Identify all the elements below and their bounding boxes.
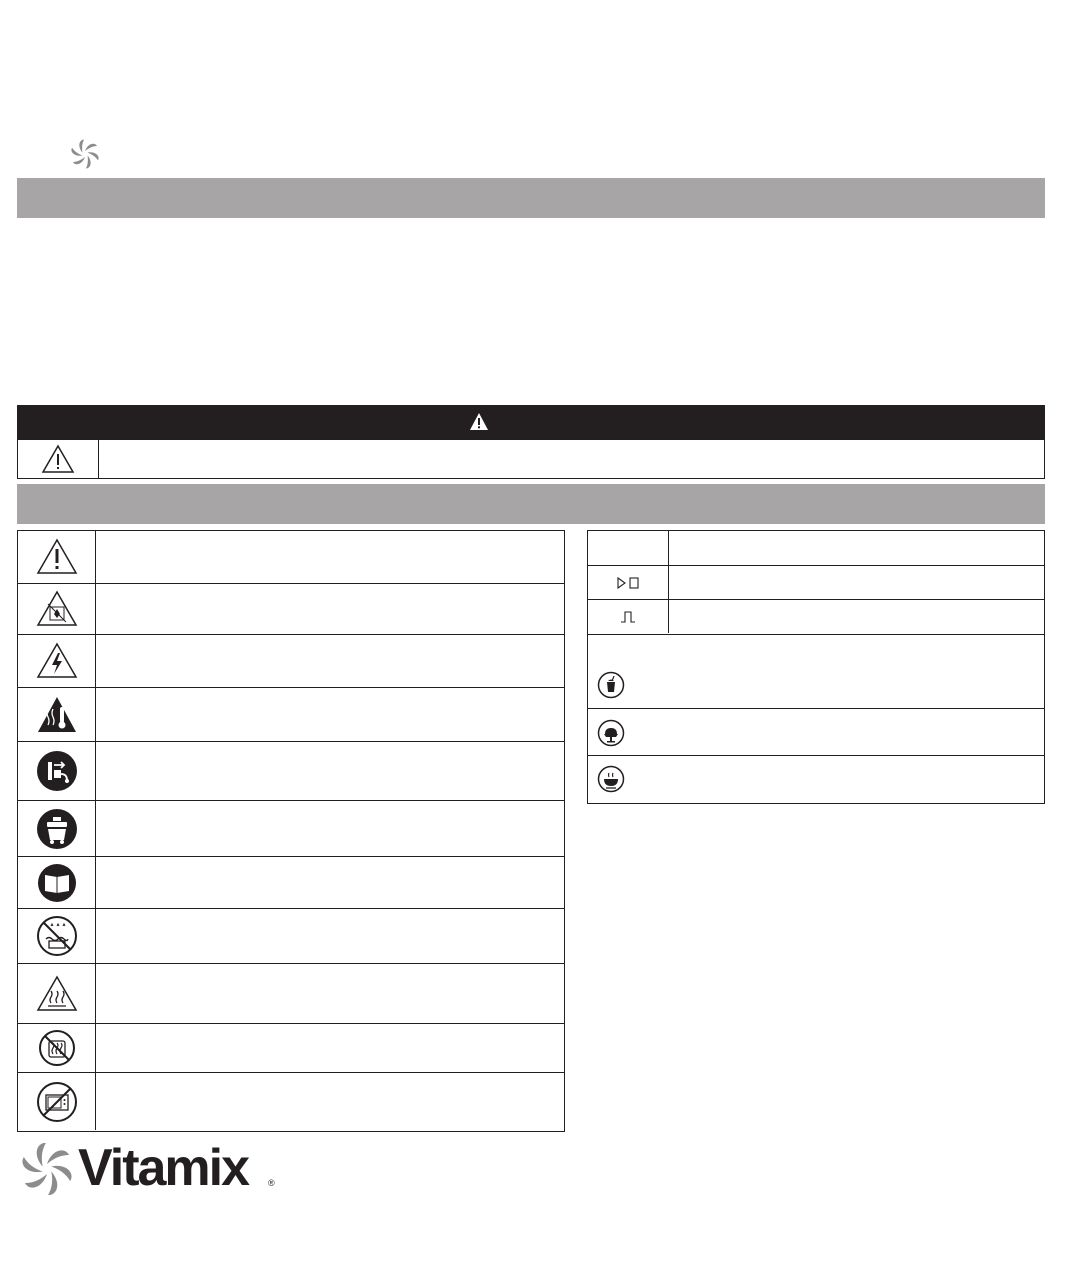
table-row — [18, 742, 564, 801]
table-row — [18, 909, 564, 964]
no-microwave-icon — [36, 1081, 78, 1123]
warning-row — [17, 440, 1045, 479]
start-stop-icon — [617, 577, 639, 589]
table-row-icon-cell — [18, 531, 96, 583]
table-row — [18, 635, 564, 688]
table-row-icon-cell — [18, 688, 96, 741]
table-row-icon-cell — [588, 566, 669, 599]
table-row-icon-cell — [18, 584, 96, 634]
table-row-text — [96, 688, 564, 741]
table-row-text — [96, 801, 564, 856]
table-row-text — [669, 600, 1044, 633]
table-row — [18, 801, 564, 857]
blade-hazard-icon — [36, 590, 78, 628]
lid-secure-icon — [36, 808, 78, 850]
symbols-section-bar — [17, 484, 1045, 524]
pulse-icon — [620, 611, 636, 623]
table-row-text — [96, 531, 564, 583]
table-row-icon-cell — [18, 801, 96, 856]
table-row-text — [636, 756, 1044, 802]
control-symbol-table — [587, 530, 1045, 635]
warning-triangle-icon — [469, 412, 489, 431]
smoothie-icon — [597, 671, 625, 699]
section-header-bar — [17, 178, 1045, 218]
table-row — [588, 531, 1044, 566]
table-row — [588, 600, 1044, 633]
table-row-text — [96, 857, 564, 908]
table-row-icon-cell — [18, 635, 96, 687]
table-row-text — [96, 909, 564, 963]
table-row — [18, 688, 564, 742]
program-symbol-table — [587, 634, 1045, 804]
no-dishwasher-icon — [36, 915, 78, 957]
vitamix-logo — [20, 1140, 280, 1196]
hot-steam-icon — [36, 975, 78, 1013]
table-row — [18, 1073, 564, 1130]
hot-surface-thermometer-icon — [36, 695, 78, 735]
frozen-dessert-icon — [597, 719, 625, 747]
hot-soup-icon — [597, 765, 625, 793]
table-row — [18, 1024, 564, 1073]
table-row-icon-cell — [18, 1024, 96, 1072]
table-row — [588, 634, 1044, 709]
table-row — [588, 756, 1044, 802]
registered-mark: ® — [268, 1178, 275, 1188]
table-row — [588, 566, 1044, 600]
vitamix-swirl-icon — [70, 139, 100, 169]
warning-row-text — [99, 440, 1044, 478]
read-manual-icon — [37, 863, 77, 903]
electrical-hazard-icon — [36, 642, 78, 680]
table-row-icon-cell — [18, 909, 96, 963]
brand-wordmark: Vitamix — [78, 1139, 249, 1197]
table-row-icon-cell — [18, 857, 96, 908]
table-row-text — [96, 1024, 564, 1072]
table-row-icon-cell — [588, 531, 669, 565]
table-row — [18, 964, 564, 1024]
table-row — [18, 857, 564, 909]
table-row-icon-cell — [18, 742, 96, 800]
table-row-icon-cell — [18, 964, 96, 1023]
unplug-icon — [36, 750, 78, 792]
table-row-text — [669, 531, 1044, 565]
table-row-text — [96, 742, 564, 800]
table-row-text — [96, 584, 564, 634]
table-row-icon-cell — [18, 1073, 96, 1130]
table-row-icon-cell — [588, 600, 669, 633]
caution-triangle-icon — [41, 444, 75, 474]
table-row-text — [96, 964, 564, 1023]
safety-symbol-table — [17, 530, 565, 1132]
table-row-text — [96, 635, 564, 687]
table-row — [18, 584, 564, 635]
vitamix-swirl-icon — [20, 1142, 74, 1196]
table-row-text — [96, 1073, 564, 1130]
warning-row-icon-cell — [18, 440, 99, 478]
table-row-text — [636, 634, 1044, 708]
warning-header-bar — [17, 405, 1045, 440]
no-hot-liquids-icon — [38, 1029, 76, 1067]
table-row — [18, 531, 564, 584]
table-row-text — [669, 566, 1044, 599]
table-row — [588, 709, 1044, 756]
caution-triangle-icon — [36, 538, 78, 576]
table-row-text — [636, 709, 1044, 755]
